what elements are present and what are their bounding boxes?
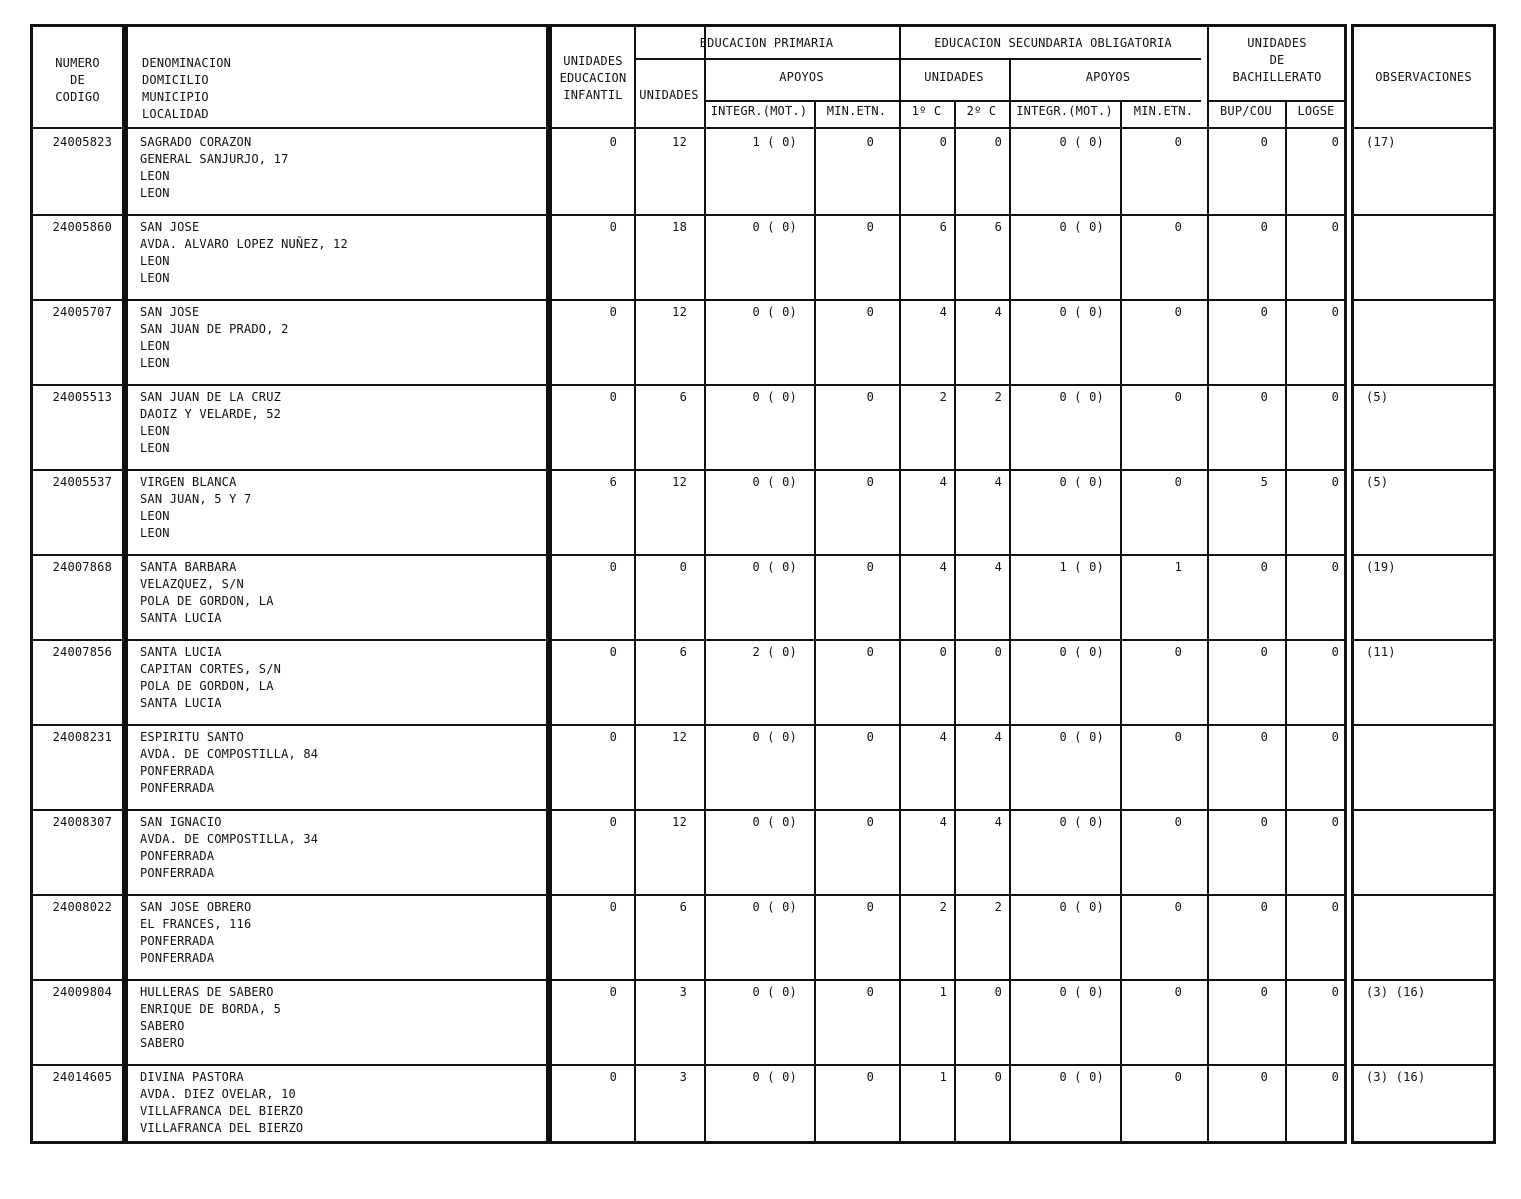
row-separator [552, 894, 1344, 896]
row-separator [552, 1064, 1344, 1066]
row-observaciones: (5) [1366, 475, 1389, 489]
row-logse: 0 [1331, 985, 1339, 999]
secundaria-unidades-header: UNIDADES [924, 70, 984, 84]
row-separator [1354, 554, 1493, 556]
row-sec-1c: 0 [939, 135, 947, 149]
row-name-line-3: PONFERRADA [140, 849, 215, 863]
row-name-line-1: SAN JOSE [140, 220, 200, 234]
secundaria-minetn-header: MIN.ETN. [1133, 104, 1194, 118]
row-separator [1354, 724, 1493, 726]
row-sec-1c: 2 [939, 900, 947, 914]
row-prim-unid: 12 [672, 135, 687, 149]
row-bup: 0 [1260, 390, 1268, 404]
row-bup: 0 [1260, 985, 1268, 999]
row-infantil: 0 [609, 305, 617, 319]
row-prim-unid: 12 [672, 730, 687, 744]
row-name-line-2: AVDA. DIEZ OVELAR, 10 [140, 1087, 296, 1101]
row-name-line-1: SAGRADO CORAZON [140, 135, 252, 149]
row-sec-2c: 2 [994, 900, 1002, 914]
row-name-line-4: LEON [140, 271, 170, 285]
row-name-line-2: EL FRANCES, 116 [140, 917, 252, 931]
row-sec-min: 0 [1174, 390, 1182, 404]
row-infantil: 0 [609, 1070, 617, 1084]
row-prim-min: 0 [866, 985, 874, 999]
row-sec-integr: 0 ( 0) [1059, 390, 1104, 404]
row-bup: 5 [1260, 475, 1268, 489]
bach-header-line-1: UNIDADES [1247, 36, 1307, 50]
row-bup: 0 [1260, 645, 1268, 659]
row-separator [128, 384, 546, 386]
numero-header-line-1: NUMERO [55, 56, 100, 70]
header-divider [552, 127, 1344, 129]
row-sec-min: 0 [1174, 985, 1182, 999]
row-prim-integr: 0 ( 0) [752, 475, 797, 489]
row-separator [1354, 639, 1493, 641]
row-infantil: 0 [609, 135, 617, 149]
row-prim-integr: 0 ( 0) [752, 985, 797, 999]
numero-header-line-3: CODIGO [55, 90, 100, 104]
row-sec-2c: 2 [994, 390, 1002, 404]
row-prim-unid: 12 [672, 815, 687, 829]
row-sec-2c: 4 [994, 475, 1002, 489]
codigo-column-block [30, 24, 125, 1144]
row-prim-integr: 0 ( 0) [752, 815, 797, 829]
row-prim-min: 0 [866, 900, 874, 914]
header-divider [128, 127, 546, 129]
row-name-line-1: SANTA BARBARA [140, 560, 237, 574]
row-separator [33, 384, 122, 386]
col-divider [634, 27, 636, 1141]
row-infantil: 0 [609, 985, 617, 999]
infantil-header-line-2: EDUCACION [559, 71, 627, 85]
row-prim-unid: 0 [679, 560, 687, 574]
row-logse: 0 [1331, 815, 1339, 829]
row-codigo: 24007856 [52, 645, 112, 659]
row-prim-integr: 0 ( 0) [752, 220, 797, 234]
observaciones-column-block [1351, 24, 1496, 1144]
row-sec-integr: 0 ( 0) [1059, 475, 1104, 489]
row-prim-min: 0 [866, 135, 874, 149]
secundaria-2c-header: 2º C [966, 104, 997, 118]
row-observaciones: (17) [1366, 135, 1396, 149]
row-name-line-3: LEON [140, 509, 170, 523]
row-sec-2c: 0 [994, 1070, 1002, 1084]
denominacion-header-line-2: DOMICILIO [142, 73, 209, 87]
row-infantil: 0 [609, 730, 617, 744]
row-separator [552, 809, 1344, 811]
row-sec-min: 0 [1174, 730, 1182, 744]
data-columns-block [549, 24, 1347, 1144]
row-prim-integr: 1 ( 0) [752, 135, 797, 149]
row-bup: 0 [1260, 560, 1268, 574]
row-prim-min: 0 [866, 1070, 874, 1084]
row-sec-1c: 2 [939, 390, 947, 404]
col-divider [1207, 27, 1209, 1141]
header-subdivider-1 [634, 58, 1201, 60]
row-name-line-2: GENERAL SANJURJO, 17 [140, 152, 289, 166]
row-name-line-1: VIRGEN BLANCA [140, 475, 237, 489]
row-prim-unid: 3 [679, 1070, 687, 1084]
row-prim-integr: 0 ( 0) [752, 730, 797, 744]
row-separator [1354, 299, 1493, 301]
row-separator [1354, 469, 1493, 471]
row-logse: 0 [1331, 135, 1339, 149]
row-infantil: 6 [609, 475, 617, 489]
row-name-line-2: ENRIQUE DE BORDA, 5 [140, 1002, 282, 1016]
row-separator [1354, 809, 1493, 811]
row-observaciones: (3) (16) [1366, 1070, 1426, 1084]
row-separator [552, 469, 1344, 471]
row-name-line-4: SABERO [140, 1036, 185, 1050]
row-name-line-4: VILLAFRANCA DEL BIERZO [140, 1121, 304, 1135]
col-divider [899, 27, 901, 1141]
row-prim-integr: 0 ( 0) [752, 1070, 797, 1084]
row-name-line-2: SAN JUAN DE PRADO, 2 [140, 322, 289, 336]
row-infantil: 0 [609, 560, 617, 574]
row-separator [1354, 1064, 1493, 1066]
row-sec-2c: 0 [994, 645, 1002, 659]
row-separator [552, 299, 1344, 301]
row-name-line-4: LEON [140, 186, 170, 200]
row-name-line-3: VILLAFRANCA DEL BIERZO [140, 1104, 304, 1118]
row-sec-min: 1 [1174, 560, 1182, 574]
row-bup: 0 [1260, 900, 1268, 914]
bupcou-header: BUP/COU [1220, 104, 1272, 118]
row-prim-min: 0 [866, 815, 874, 829]
row-prim-min: 0 [866, 560, 874, 574]
row-prim-min: 0 [866, 475, 874, 489]
row-separator [1354, 384, 1493, 386]
row-sec-min: 0 [1174, 645, 1182, 659]
row-codigo: 24007868 [52, 560, 112, 574]
row-prim-unid: 12 [672, 475, 687, 489]
row-codigo: 24005707 [52, 305, 112, 319]
primaria-minetn-header: MIN.ETN. [826, 104, 887, 118]
row-infantil: 0 [609, 390, 617, 404]
row-sec-1c: 0 [939, 645, 947, 659]
row-prim-integr: 0 ( 0) [752, 390, 797, 404]
row-codigo: 24005823 [52, 135, 112, 149]
row-bup: 0 [1260, 135, 1268, 149]
row-sec-1c: 6 [939, 220, 947, 234]
row-prim-unid: 6 [679, 645, 687, 659]
row-observaciones: (5) [1366, 390, 1389, 404]
row-prim-min: 0 [866, 730, 874, 744]
row-separator [552, 724, 1344, 726]
row-infantil: 0 [609, 220, 617, 234]
row-name-line-3: LEON [140, 169, 170, 183]
row-name-line-1: SAN JOSE [140, 305, 200, 319]
row-sec-integr: 0 ( 0) [1059, 900, 1104, 914]
row-codigo: 24008231 [52, 730, 112, 744]
row-bup: 0 [1260, 730, 1268, 744]
row-prim-integr: 0 ( 0) [752, 900, 797, 914]
row-codigo: 24005860 [52, 220, 112, 234]
row-codigo: 24005537 [52, 475, 112, 489]
row-sec-integr: 0 ( 0) [1059, 135, 1104, 149]
row-name-line-2: DAOIZ Y VELARDE, 52 [140, 407, 282, 421]
header-subdivider-3 [1207, 100, 1344, 102]
row-name-line-4: LEON [140, 356, 170, 370]
row-codigo: 24008022 [52, 900, 112, 914]
row-sec-2c: 4 [994, 305, 1002, 319]
row-separator [1354, 214, 1493, 216]
row-infantil: 0 [609, 645, 617, 659]
infantil-header-line-1: UNIDADES [563, 54, 623, 68]
secundaria-1c-header: 1º C [911, 104, 942, 118]
row-name-line-2: AVDA. ALVARO LOPEZ NUÑEZ, 12 [140, 237, 348, 251]
row-prim-integr: 2 ( 0) [752, 645, 797, 659]
row-name-line-1: ESPIRITU SANTO [140, 730, 244, 744]
row-name-line-3: LEON [140, 424, 170, 438]
row-separator [552, 979, 1344, 981]
row-sec-integr: 0 ( 0) [1059, 1070, 1104, 1084]
row-sec-1c: 4 [939, 730, 947, 744]
row-sec-2c: 0 [994, 135, 1002, 149]
row-logse: 0 [1331, 560, 1339, 574]
secundaria-apoyos-header: APOYOS [1085, 70, 1131, 84]
row-name-line-1: SANTA LUCIA [140, 645, 222, 659]
row-logse: 0 [1331, 730, 1339, 744]
row-prim-min: 0 [866, 390, 874, 404]
row-name-line-3: POLA DE GORDON, LA [140, 679, 274, 693]
row-sec-2c: 4 [994, 815, 1002, 829]
row-name-line-4: PONFERRADA [140, 866, 215, 880]
primaria-integr-header: INTEGR.(MOT.) [710, 104, 808, 118]
denominacion-header-line-4: LOCALIDAD [142, 107, 209, 121]
row-name-line-2: VELAZQUEZ, S/N [140, 577, 244, 591]
row-sec-integr: 1 ( 0) [1059, 560, 1104, 574]
row-sec-min: 0 [1174, 815, 1182, 829]
row-sec-1c: 4 [939, 815, 947, 829]
row-sec-1c: 4 [939, 305, 947, 319]
row-name-line-1: DIVINA PASTORA [140, 1070, 244, 1084]
row-bup: 0 [1260, 815, 1268, 829]
row-separator [552, 384, 1344, 386]
row-infantil: 0 [609, 900, 617, 914]
row-separator [128, 979, 546, 981]
row-separator [552, 554, 1344, 556]
row-name-line-2: SAN JUAN, 5 Y 7 [140, 492, 252, 506]
row-sec-min: 0 [1174, 900, 1182, 914]
row-separator [33, 809, 122, 811]
row-sec-1c: 1 [939, 1070, 947, 1084]
row-prim-unid: 6 [679, 390, 687, 404]
primaria-apoyos-header: APOYOS [779, 70, 824, 84]
denominacion-header-line-1: DENOMINACION [142, 56, 232, 70]
row-logse: 0 [1331, 390, 1339, 404]
row-sec-integr: 0 ( 0) [1059, 730, 1104, 744]
header-divider [1354, 127, 1493, 129]
row-separator [33, 979, 122, 981]
row-separator [33, 299, 122, 301]
row-separator [552, 214, 1344, 216]
row-sec-min: 0 [1174, 475, 1182, 489]
row-prim-unid: 12 [672, 305, 687, 319]
row-separator [33, 894, 122, 896]
row-sec-2c: 4 [994, 730, 1002, 744]
row-name-line-4: SANTA LUCIA [140, 611, 222, 625]
row-sec-min: 0 [1174, 220, 1182, 234]
row-separator [33, 469, 122, 471]
row-sec-min: 0 [1174, 305, 1182, 319]
row-prim-unid: 6 [679, 900, 687, 914]
numero-header-line-2: DE [70, 73, 85, 87]
row-separator [1354, 894, 1493, 896]
row-sec-1c: 4 [939, 560, 947, 574]
row-infantil: 0 [609, 815, 617, 829]
row-codigo: 24008307 [52, 815, 112, 829]
row-separator [128, 214, 546, 216]
row-sec-2c: 6 [994, 220, 1002, 234]
row-name-line-3: PONFERRADA [140, 934, 215, 948]
row-logse: 0 [1331, 475, 1339, 489]
row-separator [128, 724, 546, 726]
row-name-line-2: CAPITAN CORTES, S/N [140, 662, 282, 676]
row-sec-integr: 0 ( 0) [1059, 305, 1104, 319]
row-name-line-3: PONFERRADA [140, 764, 215, 778]
row-separator [33, 554, 122, 556]
row-name-line-3: LEON [140, 339, 170, 353]
row-name-line-1: SAN JUAN DE LA CRUZ [140, 390, 282, 404]
col-divider [704, 27, 706, 1141]
row-name-line-4: SANTA LUCIA [140, 696, 222, 710]
bach-header-line-2: DE [1269, 53, 1285, 67]
row-observaciones: (3) (16) [1366, 985, 1426, 999]
row-logse: 0 [1331, 900, 1339, 914]
row-separator [552, 639, 1344, 641]
row-prim-unid: 3 [679, 985, 687, 999]
denominacion-column-block [125, 24, 549, 1144]
row-prim-integr: 0 ( 0) [752, 305, 797, 319]
row-separator [128, 554, 546, 556]
row-name-line-4: LEON [140, 526, 170, 540]
row-name-line-4: LEON [140, 441, 170, 455]
row-prim-unid: 18 [672, 220, 687, 234]
row-name-line-4: PONFERRADA [140, 781, 215, 795]
header-subdivider-2 [704, 100, 1201, 102]
row-sec-1c: 4 [939, 475, 947, 489]
row-bup: 0 [1260, 305, 1268, 319]
row-prim-min: 0 [866, 645, 874, 659]
row-separator [33, 639, 122, 641]
row-name-line-3: SABERO [140, 1019, 185, 1033]
row-prim-min: 0 [866, 305, 874, 319]
row-logse: 0 [1331, 305, 1339, 319]
row-name-line-4: PONFERRADA [140, 951, 215, 965]
row-sec-integr: 0 ( 0) [1059, 815, 1104, 829]
row-separator [128, 894, 546, 896]
row-separator [128, 809, 546, 811]
row-prim-integr: 0 ( 0) [752, 560, 797, 574]
row-codigo: 24009804 [52, 985, 112, 999]
row-sec-2c: 0 [994, 985, 1002, 999]
row-name-line-1: SAN JOSE OBRERO [140, 900, 252, 914]
row-sec-min: 0 [1174, 1070, 1182, 1084]
row-separator [33, 214, 122, 216]
row-bup: 0 [1260, 1070, 1268, 1084]
secundaria-integr-header: INTEGR.(MOT.) [1016, 104, 1113, 118]
row-name-line-2: AVDA. DE COMPOSTILLA, 84 [140, 747, 319, 761]
logse-header: LOGSE [1297, 104, 1335, 118]
row-separator [1354, 979, 1493, 981]
row-sec-min: 0 [1174, 135, 1182, 149]
row-separator [128, 639, 546, 641]
denominacion-header-line-3: MUNICIPIO [142, 90, 209, 104]
row-logse: 0 [1331, 1070, 1339, 1084]
secundaria-header: EDUCACION SECUNDARIA OBLIGATORIA [934, 36, 1172, 50]
row-sec-integr: 0 ( 0) [1059, 985, 1104, 999]
row-codigo: 24005513 [52, 390, 112, 404]
bach-header-line-3: BACHILLERATO [1232, 70, 1322, 84]
row-prim-min: 0 [866, 220, 874, 234]
row-sec-1c: 1 [939, 985, 947, 999]
row-separator [128, 1064, 546, 1066]
row-codigo: 24014605 [52, 1070, 112, 1084]
row-logse: 0 [1331, 220, 1339, 234]
observaciones-header: OBSERVACIONES [1375, 70, 1472, 84]
row-sec-2c: 4 [994, 560, 1002, 574]
row-logse: 0 [1331, 645, 1339, 659]
primaria-header: EDUCACION PRIMARIA [699, 36, 834, 50]
row-sec-integr: 0 ( 0) [1059, 220, 1104, 234]
row-observaciones: (11) [1366, 645, 1396, 659]
row-separator [128, 299, 546, 301]
row-separator [33, 724, 122, 726]
row-sec-integr: 0 ( 0) [1059, 645, 1104, 659]
row-bup: 0 [1260, 220, 1268, 234]
header-divider [33, 127, 122, 129]
row-name-line-1: SAN IGNACIO [140, 815, 222, 829]
row-separator [33, 1064, 122, 1066]
row-observaciones: (19) [1366, 560, 1396, 574]
row-separator [128, 469, 546, 471]
row-name-line-1: HULLERAS DE SABERO [140, 985, 274, 999]
row-name-line-3: LEON [140, 254, 170, 268]
row-name-line-3: POLA DE GORDON, LA [140, 594, 274, 608]
primaria-unidades-header: UNIDADES [639, 88, 699, 102]
row-name-line-2: AVDA. DE COMPOSTILLA, 34 [140, 832, 319, 846]
infantil-header-line-3: INFANTIL [563, 88, 623, 102]
